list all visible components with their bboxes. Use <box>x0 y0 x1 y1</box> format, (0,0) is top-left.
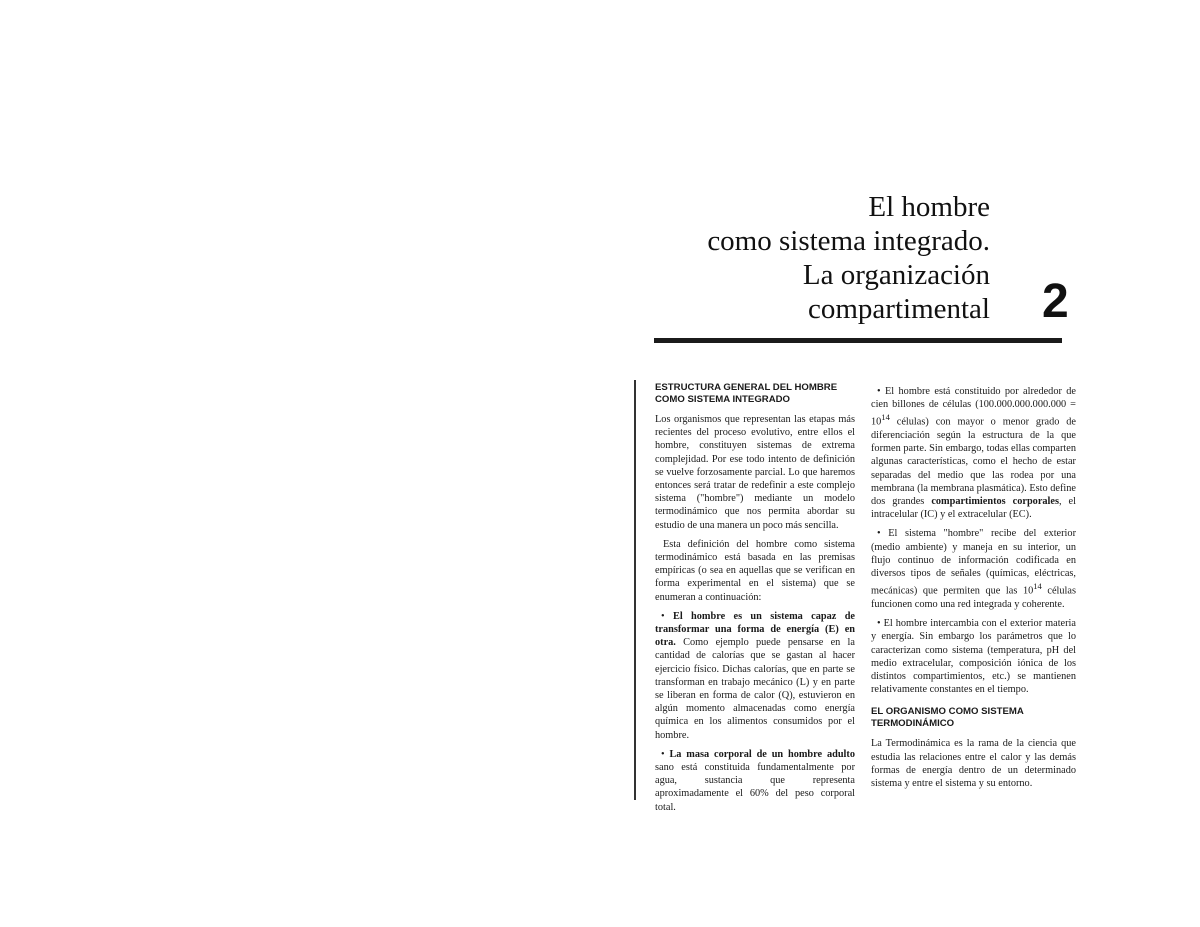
title-rule <box>654 338 1062 343</box>
chapter-title <box>707 190 990 326</box>
bullet-cells-pre: El hombre está constituido por alrededor de cien billones de células (100.000.000.000.000 = 10 <box>871 386 1077 428</box>
title-line-1: El hombre <box>868 191 990 223</box>
bullet-information: • El sistema "hombre" recibe del exterior (medio ambiente) y maneja en su interior, un flujo continuo de información codificada en diversos tipos de señales (químicas, eléctricas, mecánicas) que permiten que las $10^{14}$ células funcionen como una red integrada y coherente. <box>871 528 1076 610</box>
section-heading-estructura: ESTRUCTURA GENERAL DEL HOMBRE COMO SISTEMA INTEGRADO <box>655 382 838 405</box>
title-line-4: compartimental <box>808 293 990 325</box>
bullet-exchange: • El hombre intercambia con el exterior materia y energía. Sin embargo los parámetros que lo caracterizan como sistema (temperatura, pH del medio extracelular, composición iónica de los distintos compartimientos, etc.) se mantienen relativamente constantes en el tiempo. <box>871 618 1076 696</box>
bullet-energy: • El hombre es un sistema capaz de transformar una forma de energía (E) en otra. Como ejemplo puede pensarse en la cantidad de calorías que se gastan al hacer ejercicio físico. Dichas calorías, que en parte se transforman en trabajo mecánico (L) y en parte se liberan en forma de calor (Q), estuvieron en algún momento almacenadas como energía química en los alimentos consumidos por el hombre. <box>655 610 855 741</box>
scan-edge-line <box>634 380 636 800</box>
bullet-mass: • La masa corporal de un hombre adulto sano está constituida fundamentalmente por agua, sustancia que representa aproximadamente el 60% del peso corporal total. <box>655 748 855 813</box>
chapter-number: 2 <box>1042 275 1069 328</box>
paragraph-thermodynamics: La Termodinámica es la rama de la ciencia que estudia las relaciones entre el calor y las demás formas de energía dentro de un determinado sistema y entre el sistema y su entorno. <box>871 738 1076 789</box>
bullet-mass-text: sano está constituida fundamentalmente por agua, sustancia que representa aproximadamente el 60% del peso corporal total. <box>655 762 855 813</box>
section-heading-termodinamico: EL ORGANISMO COMO SISTEMA TERMODINÁMICO <box>871 706 1024 730</box>
bullet-energy-text: Como ejemplo puede pensarse en la cantidad de calorías que se gastan al hacer ejercicio físico. Dichas calorías, que en parte se transforman en trabajo mecánico (L) y en parte se liberan en forma de calor (Q), estuvieron en algún momento almacenadas como energía química en los alimentos consumidos por el hombre. <box>655 637 855 741</box>
book-page <box>648 180 1078 820</box>
bullet-information-post: células funcionen como una red integrada y coherente. <box>871 585 1076 610</box>
bullet-information-sup: 14 <box>1033 581 1042 592</box>
bullet-cells-bold: compartimientos corporales <box>931 496 1059 508</box>
bullet-information-pre: El sistema "hombre" recibe del exterior (medio ambiente) y maneja en su interior, un flujo continuo de información codificada en diversos tipos de señales (químicas, eléctricas, mecánicas) que permiten que las 10 <box>871 528 1076 597</box>
paragraph-definition: Esta definición del hombre como sistema termodinámico está basada en las premisas empíricas (o sea en aquellas que se verifican en forma experimental en el sistema) que se enumeran a continuación: <box>655 538 855 603</box>
title-line-2: como sistema integrado. <box>707 225 990 257</box>
bullet-mass-bold: La masa corporal de un hombre adulto <box>669 748 855 760</box>
bullet-exchange-text: El hombre intercambia con el exterior materia y energía. Sin embargo los parámetros que lo caracterizan como sistema (temperatura, pH del medio extracelular, composición iónica de los distintos compartimientos, etc.) se mantienen relativamente constantes en el tiempo. <box>871 618 1076 696</box>
bullet-cells-post: , el intracelular (IC) y el extracelular (EC). <box>871 496 1076 521</box>
paragraph-intro: Los organismos que representan las etapas más recientes del proceso evolutivo, entre ellos el hombre, constituyen sistemas de extrema complejidad. Por ese todo intento de definición se vuelve forzosamente parcial. Lo que haremos entonces será tratar de redefinir a este complejo sistema ("hombre") mediante un modelo termodinámico que nos permita abordar su estudio de una manera un poco más sencilla. <box>655 414 855 531</box>
bullet-cells-sup: 14 <box>881 412 890 423</box>
bullet-energy-bold: El hombre es un sistema capaz de transformar una forma de energía (E) en otra. <box>655 610 855 649</box>
bullet-cells: • El hombre está constituido por alrededor de cien billones de células ($100.000.000.000.000 = 10^{14}$ células) con mayor o menor grado de diferenciación según la estructura de la que formen parte. Sin embargo, todas ellas comparten algunas características, como el hecho de estar separadas del medio que las rodea por una membrana (la membrana plasmática). Esto define dos grandes compartimientos corporales, el intracelular (IC) y el extracelular (EC). <box>871 386 1077 521</box>
left-column <box>655 382 855 820</box>
bullet-cells-mid: células) con mayor o menor grado de diferenciación según la estructura de la que formen parte. Sin embargo, todas ellas comparten algunas características, como el hecho de estar separadas del medio que las rodea por una membrana (la membrana plasmática). Esto define dos grandes <box>871 416 1076 508</box>
right-column <box>871 385 1076 796</box>
title-line-3: La organización <box>802 259 990 291</box>
